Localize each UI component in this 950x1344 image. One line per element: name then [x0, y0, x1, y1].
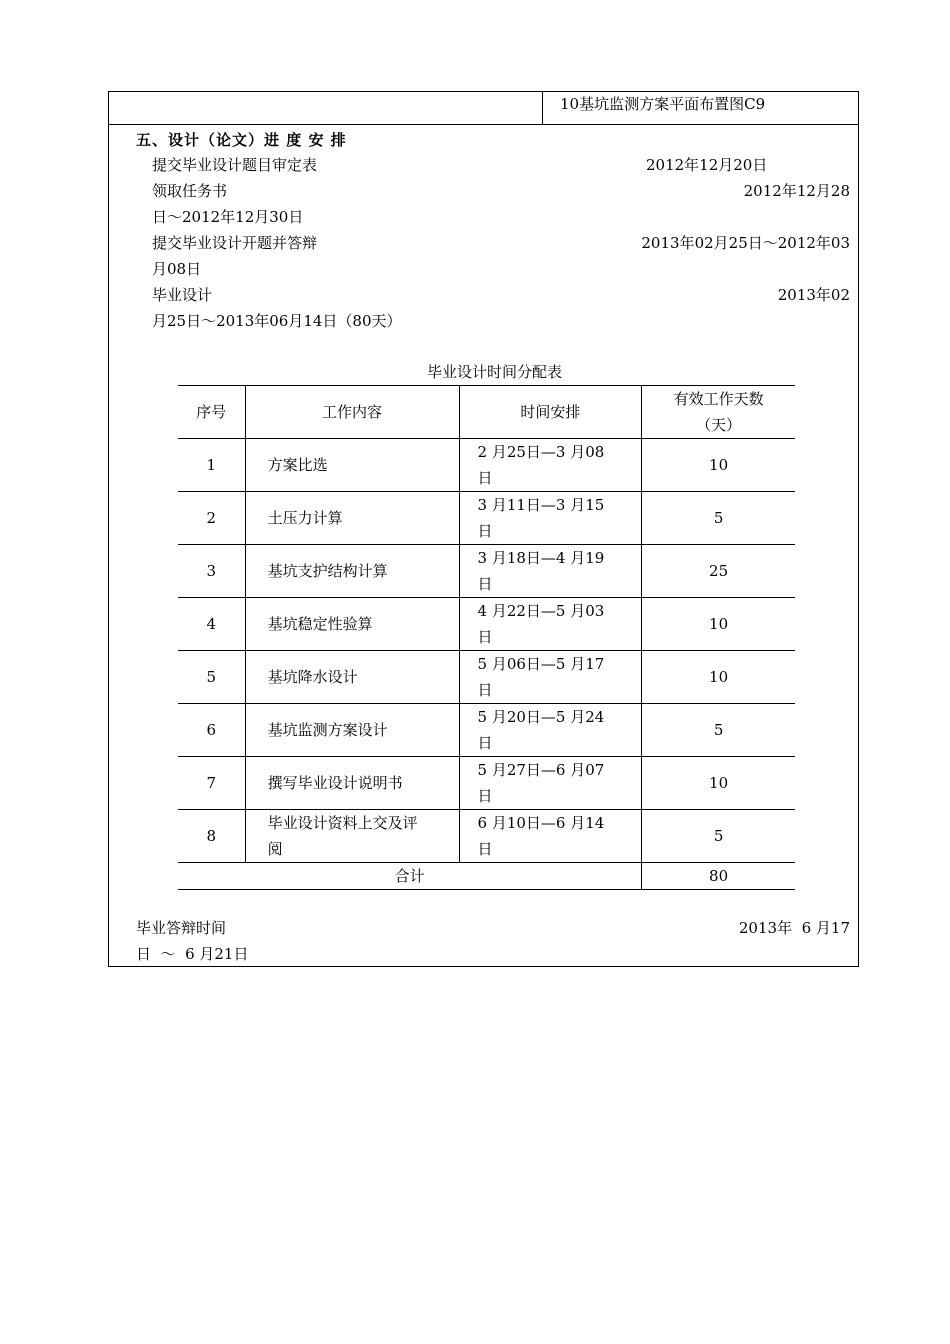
row-no: 3 — [178, 545, 245, 598]
row-time-line2: 日 — [477, 575, 493, 593]
row-time — [459, 651, 642, 704]
row-content: 基坑降水设计 — [245, 651, 459, 704]
row-time-line2: 日 — [477, 787, 493, 805]
table-row — [178, 492, 795, 545]
row-time — [459, 598, 642, 651]
schedule-line-4-right: 2013年02月25日～2012年03 — [641, 234, 850, 252]
row-content: 基坑监测方案设计 — [245, 704, 459, 757]
schedule-line-2-left: 领取任务书 — [152, 182, 228, 200]
table-row — [178, 704, 795, 757]
table-total-row — [178, 863, 795, 890]
header-time: 时间安排 — [459, 386, 642, 439]
row-content-line2: 阅 — [267, 840, 283, 858]
header-no: 序号 — [178, 386, 245, 439]
row-time-line2: 日 — [477, 628, 493, 646]
row-days: 10 — [709, 668, 729, 686]
schedule-line-1-right: 2012年12月20日 — [646, 156, 768, 174]
table-row — [178, 810, 795, 863]
row-days: 10 — [709, 456, 729, 474]
row-content: 基坑稳定性验算 — [245, 598, 459, 651]
defense-date-end: 日 ～ 6 月21日 — [136, 945, 249, 963]
row-no: 5 — [178, 651, 245, 704]
row-time-line1: 6 月10日—6 月14 — [477, 814, 605, 832]
header-days — [642, 386, 795, 439]
row-time-line2: 日 — [477, 840, 493, 858]
row-time — [459, 492, 642, 545]
row-time-line2: 日 — [477, 469, 493, 487]
schedule-line-6-left: 毕业设计 — [152, 286, 213, 304]
total-label: 合计 — [178, 863, 642, 890]
row-no: 6 — [178, 704, 245, 757]
row-content: 基坑支护结构计算 — [245, 545, 459, 598]
row-time — [459, 545, 642, 598]
row-time-line1: 4 月22日—5 月03 — [477, 602, 605, 620]
defense-date-start: 2013年 6 月17 — [738, 919, 850, 937]
row-days: 5 — [713, 827, 724, 845]
row-no: 2 — [178, 492, 245, 545]
row-content-line1: 毕业设计资料上交及评 — [267, 814, 418, 832]
row-time-line2: 日 — [477, 522, 493, 540]
row-time — [459, 757, 642, 810]
row-content: 方案比选 — [245, 439, 459, 492]
table-header-row — [178, 386, 795, 439]
row-content: 撰写毕业设计说明书 — [245, 757, 459, 810]
header-days-line1: 有效工作天数 — [673, 390, 764, 408]
schedule-line-5-left: 月08日 — [152, 260, 202, 278]
schedule-line-1-left: 提交毕业设计题目审定表 — [152, 156, 318, 174]
table-row — [178, 598, 795, 651]
row-content — [245, 810, 459, 863]
row-content: 土压力计算 — [245, 492, 459, 545]
row-days: 25 — [709, 562, 729, 580]
schedule-line-3-left: 日～2012年12月30日 — [152, 208, 304, 226]
row-time-line2: 日 — [477, 681, 493, 699]
row-time-line1: 5 月27日—6 月07 — [477, 761, 605, 779]
header-content: 工作内容 — [245, 386, 459, 439]
row-days: 5 — [713, 509, 724, 527]
top-row-line — [108, 124, 859, 125]
row-time-line2: 日 — [477, 734, 493, 752]
row-time-line1: 3 月18日—4 月19 — [477, 549, 605, 567]
table-row — [178, 439, 795, 492]
row-no: 4 — [178, 598, 245, 651]
row-days: 5 — [713, 721, 724, 739]
row-no: 1 — [178, 439, 245, 492]
row-no: 7 — [178, 757, 245, 810]
row-time-line1: 5 月06日—5 月17 — [477, 655, 605, 673]
row-time — [459, 704, 642, 757]
table-row — [178, 545, 795, 598]
header-days-line2: （天） — [696, 416, 742, 434]
section-title: 五、设计（论文）进 度 安 排 — [136, 131, 347, 149]
row-time-line1: 3 月11日—3 月15 — [477, 496, 605, 514]
schedule-line-2-right: 2012年12月28 — [743, 182, 850, 200]
schedule-line-4-left: 提交毕业设计开题并答辩 — [152, 234, 318, 252]
row-time — [459, 439, 642, 492]
total-days: 80 — [709, 867, 729, 885]
schedule-table — [178, 385, 795, 890]
defense-label: 毕业答辩时间 — [136, 919, 227, 937]
row-time-line1: 2 月25日—3 月08 — [477, 443, 605, 461]
row-days: 10 — [709, 774, 729, 792]
row-time — [459, 810, 642, 863]
top-cell-text: 10基坑监测方案平面布置图C9 — [560, 95, 766, 113]
table-row — [178, 651, 795, 704]
schedule-line-6-right: 2013年02 — [777, 286, 850, 304]
row-no: 8 — [178, 810, 245, 863]
schedule-line-7-left: 月25日～2013年06月14日（80天） — [152, 312, 402, 330]
row-days: 10 — [709, 615, 729, 633]
table-row — [178, 757, 795, 810]
row-time-line1: 5 月20日—5 月24 — [477, 708, 605, 726]
top-cell-divider — [542, 91, 543, 125]
table-caption: 毕业设计时间分配表 — [427, 363, 563, 381]
